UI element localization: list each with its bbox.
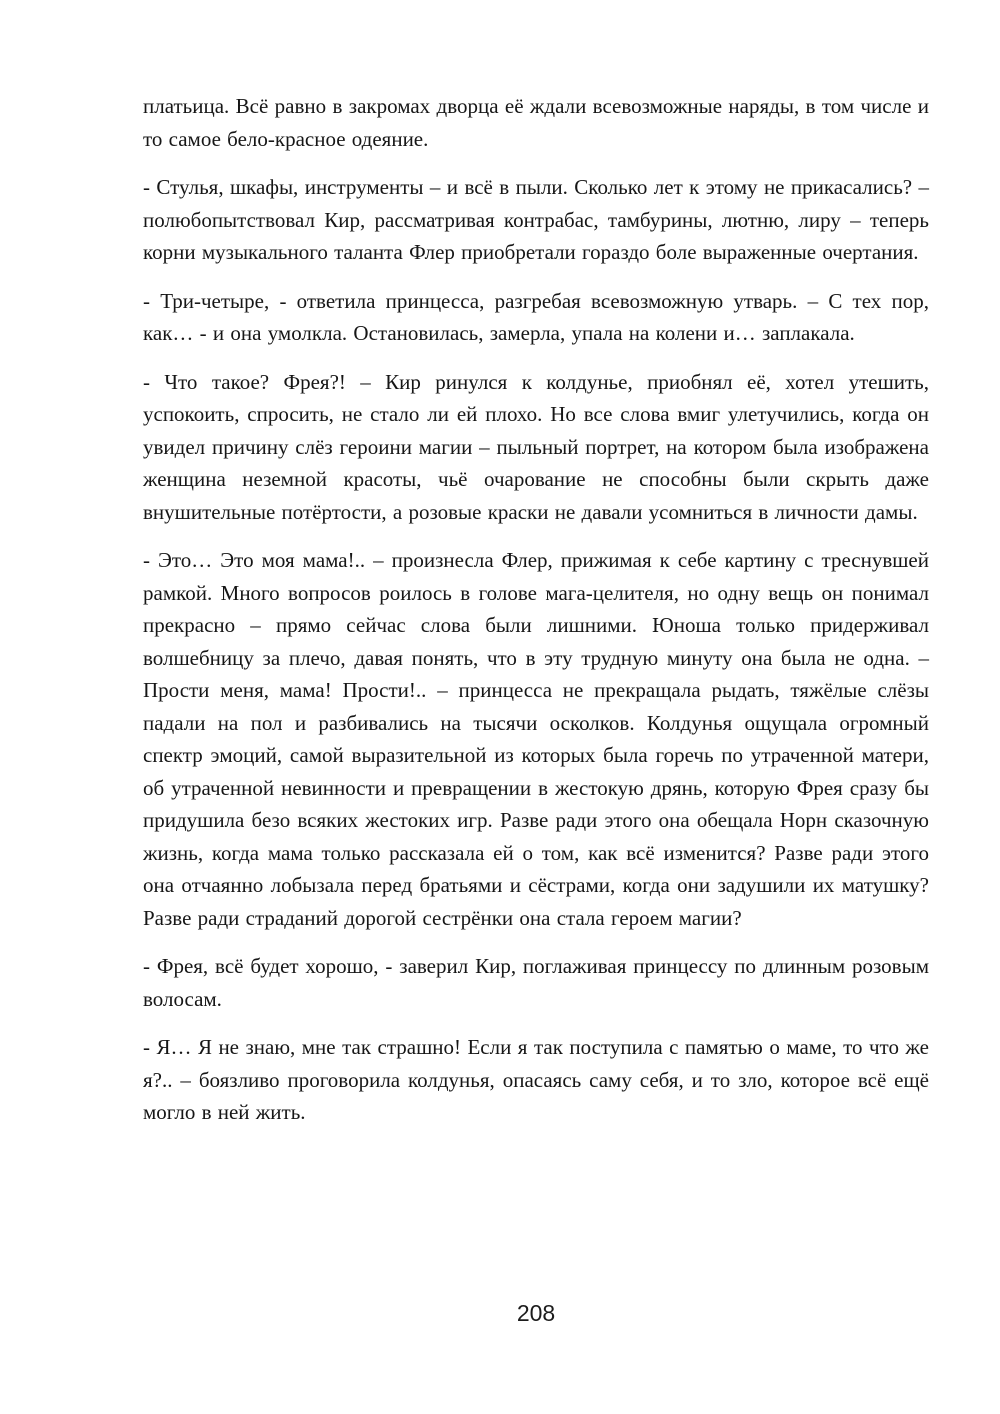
paragraph: - Что такое? Фрея?! – Кир ринулся к колдунье, приобнял её, хотел утешить, успокоить, спросить, не стало ли ей плохо. Но все слова вмиг улетучились, когда он увидел причину слёз героини магии – пыльный портрет, на котором была изображена женщина неземной красоты, чьё очарование не способны были скрыть даже внушительные потёртости, а розовые краски не давали усомниться в личности дамы.	[143, 369, 929, 524]
paragraph: - Фрея, всё будет хорошо, - заверил Кир, поглаживая принцессу по длинным розовым волосам.	[143, 954, 929, 1011]
paragraph: платьица. Всё равно в закромах дворца её ждали всевозможные наряды, в том числе и то самое бело-красное одеяние.	[143, 94, 929, 151]
paragraph: - Это… Это моя мама!.. – произнесла Флер, прижимая к себе картину с треснувшей рамкой. Много вопросов роилось в голове мага-целителя, но одну вещь он понимал прекрасно – прямо сейчас слова были лишними. Юноша только придерживал волшебницу за плечо, давая понять, что в эту трудную минуту она была не одна. – Прости меня, мама! Прости!.. – принцесса не прекращала рыдать, тяжёлые слёзы падали на пол и разбивались на тысячи осколков. Колдунья ощущала огромный спектр эмоций, самой выразительной из которых была горечь по утраченной матери, об утраченной невинности и превращении в жестокую дрянь, которую Фрея сразу бы придушила безо всяких жестоких игр. Разве ради этого она обещала Норн сказочную жизнь, когда мама только рассказала ей о том, как всё изменится? Разве ради этого она отчаянно лобызала перед братьями и сёстрами, когда они задушили их матушку? Разве ради страданий дорогой сестрёнки она стала героем магии?	[143, 548, 929, 930]
paragraph: - Три-четыре, - ответила принцесса, разгребая всевозможную утварь. – С тех пор, как… - и она умолкла. Остановилась, замерла, упала на колени и… заплакала.	[143, 288, 929, 345]
paragraph: - Я… Я не знаю, мне так страшно! Если я так поступила с памятью о маме, то что же я?.. – боязливо проговорила колдунья, опасаясь саму себя, и то зло, которое всё ещё могло в ней жить.	[143, 1035, 929, 1124]
paragraph: - Стулья, шкафы, инструменты – и всё в пыли. Сколько лет к этому не прикасались? – полюбопытствовал Кир, рассматривая контрабас, тамбурины, лютню, лиру – теперь корни музыкального таланта Флер приобретали гораздо боле выраженные очертания.	[143, 175, 929, 264]
page-number: 208	[516, 1300, 556, 1326]
body-text	[143, 90, 929, 1145]
